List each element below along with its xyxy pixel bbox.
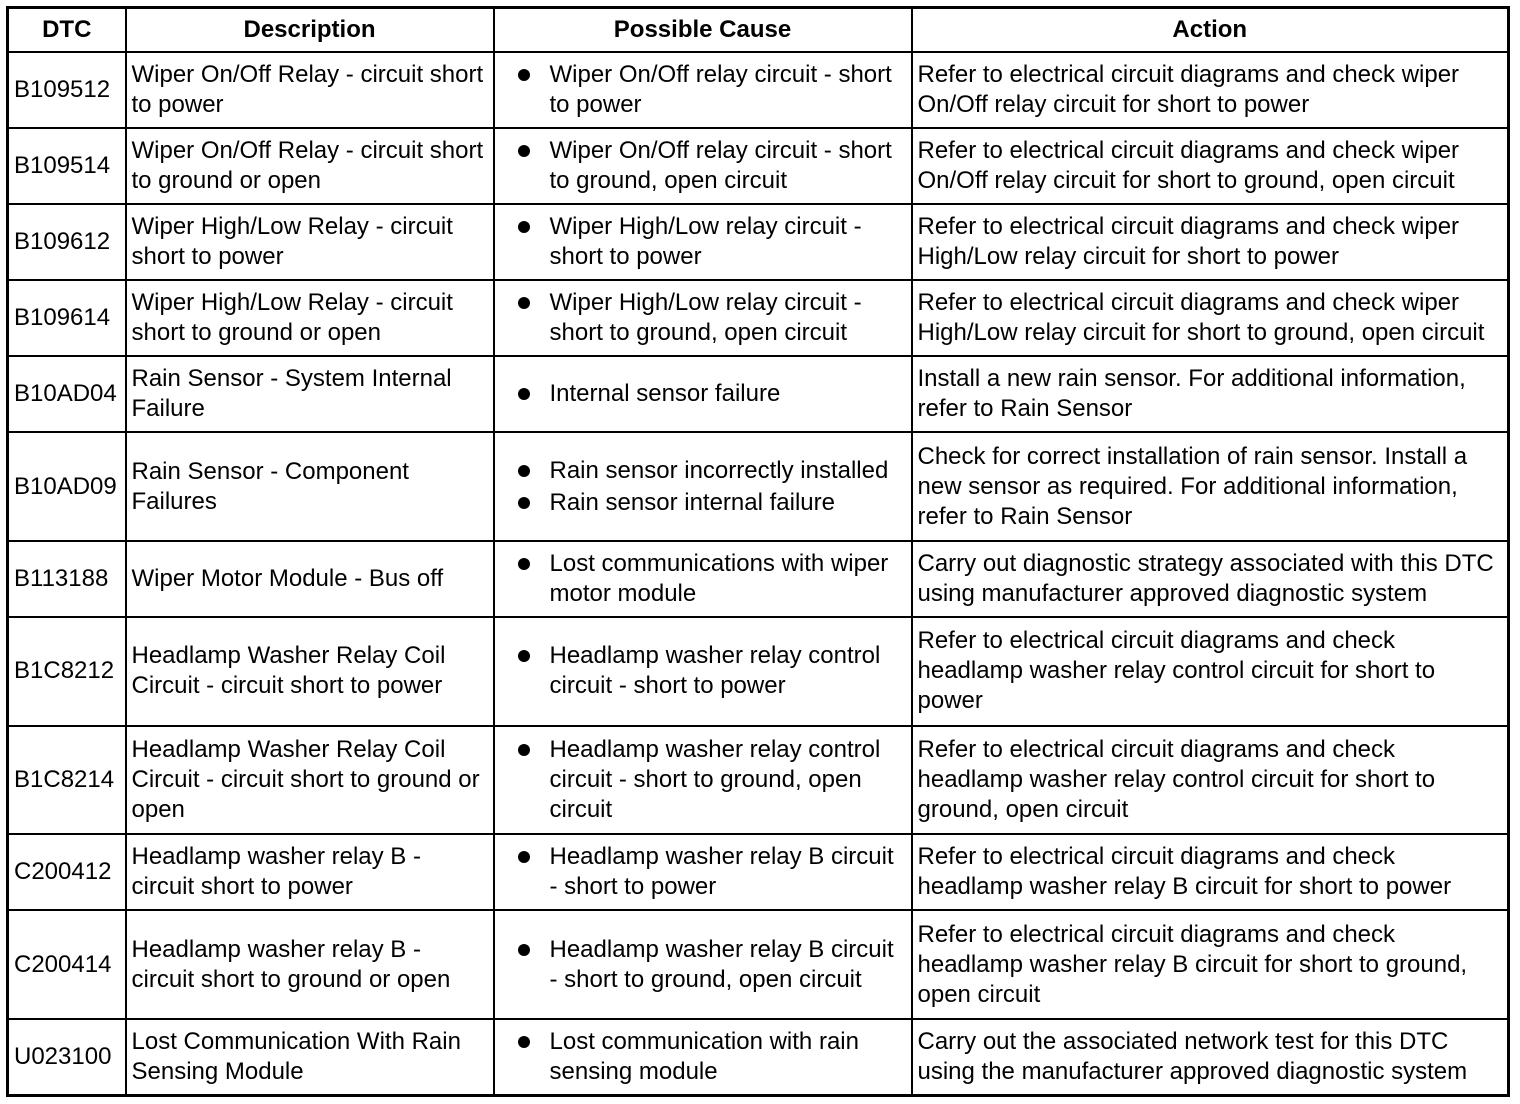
- bullet-icon: [518, 497, 530, 509]
- cause-text: Wiper On/Off relay circuit - short to power: [549, 61, 892, 119]
- header-dtc: DTC: [8, 8, 126, 53]
- cause-list: [500, 842, 906, 902]
- cause-item: [500, 288, 906, 348]
- dtc-code: B1C8212: [8, 617, 126, 726]
- dtc-code: B109514: [8, 128, 126, 204]
- table-row: [8, 52, 1509, 128]
- header-action: Action: [912, 8, 1509, 53]
- action-text: Carry out the associated network test for this DTC using the manufacturer approved diagnostic system: [912, 1019, 1509, 1096]
- dtc-table: [6, 6, 1510, 1097]
- dtc-description: Rain Sensor - System Internal Failure: [126, 356, 494, 432]
- dtc-description: Headlamp Washer Relay Coil Circuit - circuit short to ground or open: [126, 726, 494, 835]
- cause-text: Internal sensor failure: [549, 380, 781, 408]
- cause-item: [500, 212, 906, 272]
- dtc-description: Rain Sensor - Component Failures: [126, 432, 494, 541]
- dtc-code: B1C8214: [8, 726, 126, 835]
- bullet-icon: [518, 145, 530, 157]
- bullet-icon: [518, 465, 530, 477]
- dtc-description: Headlamp Washer Relay Coil Circuit - circuit short to power: [126, 617, 494, 726]
- cause-list: [500, 935, 906, 995]
- cause-text: Wiper High/Low relay circuit - short to ground, open circuit: [549, 289, 862, 347]
- cause-item: [500, 935, 906, 995]
- dtc-code: C200414: [8, 910, 126, 1019]
- possible-cause-cell: [494, 52, 912, 128]
- possible-cause-cell: [494, 280, 912, 356]
- cause-list: [500, 288, 906, 348]
- bullet-icon: [518, 744, 530, 756]
- possible-cause-cell: [494, 432, 912, 541]
- cause-item: [500, 488, 906, 518]
- dtc-description: Headlamp washer relay B - circuit short to power: [126, 834, 494, 910]
- action-text: Carry out diagnostic strategy associated with this DTC using manufacturer approved diagnostic system: [912, 541, 1509, 617]
- header-possible-cause: Possible Cause: [494, 8, 912, 53]
- table-row: [8, 432, 1509, 541]
- cause-list: [500, 212, 906, 272]
- action-text: Refer to electrical circuit diagrams and check headlamp washer relay control circuit for short to power: [912, 617, 1509, 726]
- possible-cause-cell: [494, 1019, 912, 1096]
- table-row: [8, 617, 1509, 726]
- cause-list: [500, 456, 906, 518]
- cause-list: [500, 641, 906, 701]
- dtc-code: U023100: [8, 1019, 126, 1096]
- dtc-description: Lost Communication With Rain Sensing Module: [126, 1019, 494, 1096]
- table-row: [8, 834, 1509, 910]
- action-text: Refer to electrical circuit diagrams and check wiper High/Low relay circuit for short to power: [912, 204, 1509, 280]
- dtc-description: Wiper On/Off Relay - circuit short to ground or open: [126, 128, 494, 204]
- cause-item: [500, 549, 906, 609]
- dtc-description: Wiper High/Low Relay - circuit short to power: [126, 204, 494, 280]
- cause-list: [500, 549, 906, 609]
- dtc-description: Wiper High/Low Relay - circuit short to ground or open: [126, 280, 494, 356]
- bullet-icon: [518, 851, 530, 863]
- cause-text: Lost communication with rain sensing module: [549, 1027, 859, 1085]
- cause-text: Wiper High/Low relay circuit - short to power: [549, 213, 862, 271]
- cause-item: [500, 641, 906, 701]
- bullet-icon: [518, 1036, 530, 1048]
- cause-list: [500, 379, 906, 409]
- cause-item: [500, 456, 906, 486]
- dtc-description: Wiper On/Off Relay - circuit short to power: [126, 52, 494, 128]
- cause-item: [500, 735, 906, 825]
- dtc-code: B113188: [8, 541, 126, 617]
- table-row: [8, 726, 1509, 835]
- bullet-icon: [518, 944, 530, 956]
- bullet-icon: [518, 297, 530, 309]
- dtc-code: B109614: [8, 280, 126, 356]
- dtc-code: C200412: [8, 834, 126, 910]
- bullet-icon: [518, 650, 530, 662]
- action-text: Check for correct installation of rain sensor. Install a new sensor as required. For additional information, refer to Rain Sensor: [912, 432, 1509, 541]
- possible-cause-cell: [494, 726, 912, 835]
- cause-text: Headlamp washer relay control circuit - short to power: [549, 642, 881, 700]
- possible-cause-cell: [494, 204, 912, 280]
- dtc-code: B109512: [8, 52, 126, 128]
- table-row: [8, 910, 1509, 1019]
- dtc-code: B10AD09: [8, 432, 126, 541]
- possible-cause-cell: [494, 541, 912, 617]
- possible-cause-cell: [494, 356, 912, 432]
- cause-text: Lost communications with wiper motor module: [549, 549, 889, 607]
- cause-item: [500, 60, 906, 120]
- bullet-icon: [518, 388, 530, 400]
- action-text: Refer to electrical circuit diagrams and check wiper High/Low relay circuit for short to ground, open circuit: [912, 280, 1509, 356]
- action-text: Refer to electrical circuit diagrams and check headlamp washer relay control circuit for short to ground, open circuit: [912, 726, 1509, 835]
- possible-cause-cell: [494, 617, 912, 726]
- possible-cause-cell: [494, 910, 912, 1019]
- cause-item: [500, 379, 906, 409]
- table-row: [8, 280, 1509, 356]
- cause-text: Wiper On/Off relay circuit - short to ground, open circuit: [549, 137, 892, 195]
- action-text: Refer to electrical circuit diagrams and check headlamp washer relay B circuit for short to ground, open circuit: [912, 910, 1509, 1019]
- possible-cause-cell: [494, 834, 912, 910]
- cause-text: Rain sensor internal failure: [549, 488, 835, 516]
- cause-text: Rain sensor incorrectly installed: [549, 456, 889, 484]
- table-row: [8, 541, 1509, 617]
- table-body: [8, 52, 1509, 1096]
- dtc-description: Headlamp washer relay B - circuit short to ground or open: [126, 910, 494, 1019]
- dtc-code: B10AD04: [8, 356, 126, 432]
- header-row: [8, 8, 1509, 53]
- cause-list: [500, 136, 906, 196]
- table-row: [8, 128, 1509, 204]
- action-text: Refer to electrical circuit diagrams and check headlamp washer relay B circuit for short to power: [912, 834, 1509, 910]
- cause-text: Headlamp washer relay control circuit - short to ground, open circuit: [549, 735, 881, 823]
- cause-text: Headlamp washer relay B circuit - short to power: [549, 843, 894, 901]
- bullet-icon: [518, 558, 530, 570]
- cause-item: [500, 136, 906, 196]
- action-text: Refer to electrical circuit diagrams and check wiper On/Off relay circuit for short to power: [912, 52, 1509, 128]
- cause-list: [500, 60, 906, 120]
- header-description: Description: [126, 8, 494, 53]
- bullet-icon: [518, 69, 530, 81]
- cause-list: [500, 735, 906, 825]
- cause-text: Headlamp washer relay B circuit - short to ground, open circuit: [549, 935, 894, 993]
- dtc-description: Wiper Motor Module - Bus off: [126, 541, 494, 617]
- action-text: Refer to electrical circuit diagrams and check wiper On/Off relay circuit for short to ground, open circuit: [912, 128, 1509, 204]
- possible-cause-cell: [494, 128, 912, 204]
- bullet-icon: [518, 221, 530, 233]
- table-row: [8, 1019, 1509, 1096]
- cause-list: [500, 1027, 906, 1087]
- table-row: [8, 204, 1509, 280]
- table-row: [8, 356, 1509, 432]
- dtc-code: B109612: [8, 204, 126, 280]
- cause-item: [500, 842, 906, 902]
- cause-item: [500, 1027, 906, 1087]
- action-text: Install a new rain sensor. For additional information, refer to Rain Sensor: [912, 356, 1509, 432]
